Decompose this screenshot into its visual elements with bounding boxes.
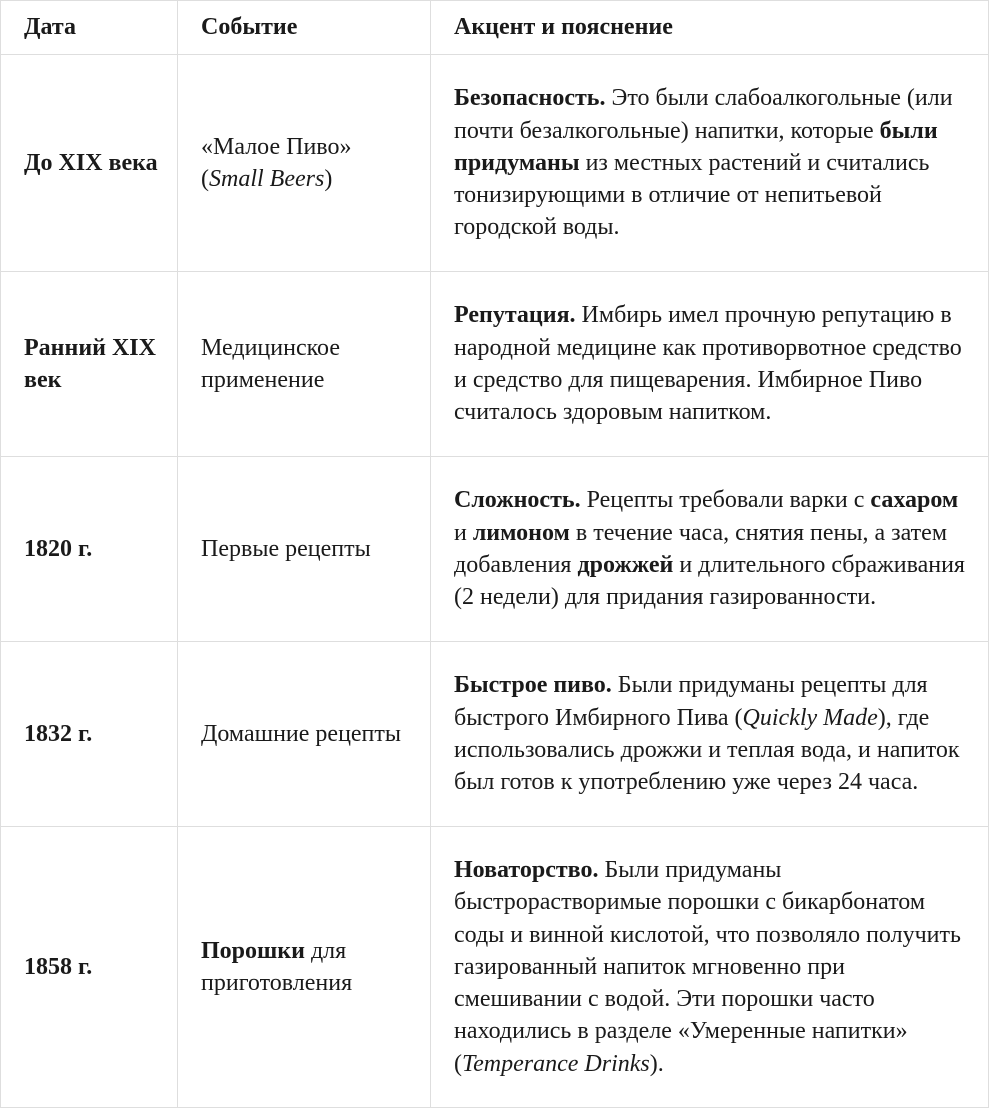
row-event: [178, 272, 431, 457]
note-text: Это были слабоалкогольные (или почти безалкогольные) напитки, которые: [454, 85, 953, 144]
row-note: [431, 827, 989, 1108]
note-text: Рецепты требовали варки с: [580, 487, 871, 514]
note-heading: Быстрое пиво.: [454, 672, 612, 699]
event-text: Медицинское применение: [201, 334, 340, 393]
note-emphasis: были придуманы: [454, 117, 938, 176]
event-text: Первые рецепты: [201, 535, 371, 562]
row-date: 1858 г.: [1, 827, 178, 1108]
note-text: ).: [649, 1050, 664, 1077]
row-date: 1820 г.: [1, 457, 178, 642]
row-note: [431, 55, 989, 272]
note-english-term: Temperance Drinks: [462, 1050, 650, 1077]
note-text: и длительного сбраживания (2 недели) для придания газированности.: [454, 552, 965, 611]
note-text: Были придуманы рецепты для быстрого Имбирного Пива (: [454, 672, 928, 731]
note-text: Имбирь имел прочную репутацию в народной медицине как противорвотное средство и средство для пищеварения. Имбирное Пиво считалось здоровым напитком.: [454, 302, 962, 426]
row-date: До XIX века: [1, 55, 178, 272]
event-text: ): [324, 166, 333, 192]
header-date: Дата: [1, 1, 178, 55]
note-english-term: Quickly Made: [742, 704, 878, 731]
event-text: «Малое Пиво» (: [201, 133, 352, 192]
table-row: [1, 457, 989, 642]
event-emphasis: Порошки: [201, 937, 305, 964]
note-heading: Репутация.: [454, 302, 576, 329]
event-text: для приготовления: [201, 937, 353, 996]
note-text: Были придуманы быстрорастворимые порошки с бикарбонатом соды и винной кислотой, что позволяло получить газированный напиток мгновенно при смешивании с водой. Эти порошки часто находились в разделе «Умеренные напитки» (: [454, 856, 961, 1077]
note-emphasis: лимоном: [472, 519, 570, 546]
table-row: [1, 642, 989, 827]
row-note: [431, 272, 989, 457]
header-row: [1, 1, 989, 55]
row-event: [178, 827, 431, 1108]
note-heading: Сложность.: [454, 487, 581, 514]
row-note: [431, 457, 989, 642]
note-text: из местных растений и считались тонизирующими в отличие от непитьевой городской воды.: [454, 149, 930, 241]
note-emphasis: сахаром: [870, 487, 959, 514]
note-heading: Новаторство.: [454, 856, 599, 883]
event-english-term: Small Beers: [209, 166, 325, 192]
table-row: [1, 827, 989, 1108]
header-event: Событие: [178, 1, 431, 55]
header-note: Акцент и пояснение: [431, 1, 989, 55]
row-event: [178, 55, 431, 272]
row-event: [178, 642, 431, 827]
note-heading: Безопасность.: [454, 85, 606, 112]
note-text: в течение часа, снятия пены, а затем добавления: [454, 519, 948, 578]
note-text: ), где использовались дрожжи и теплая вода, и напиток был готов к употреблению уже через 24 часа.: [454, 704, 960, 796]
row-date: Ранний XIX век: [1, 272, 178, 457]
table-row: [1, 55, 989, 272]
row-note: [431, 642, 989, 827]
row-date: 1832 г.: [1, 642, 178, 827]
note-text: и: [454, 519, 473, 546]
note-emphasis: дрожжей: [577, 552, 674, 578]
event-text: Домашние рецепты: [201, 720, 402, 747]
table-row: [1, 272, 989, 457]
row-event: [178, 457, 431, 642]
